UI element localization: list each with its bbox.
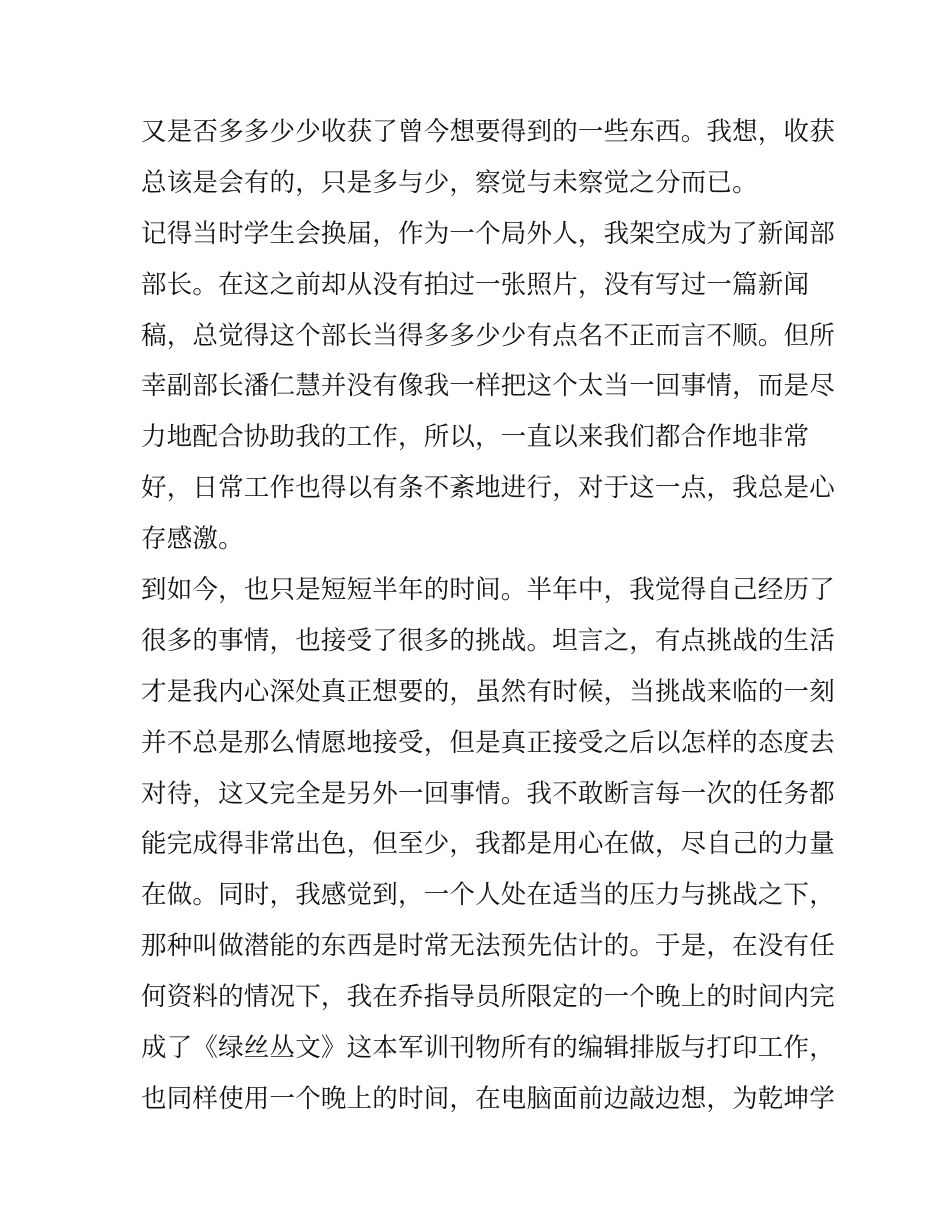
text-line: 总该是会有的，只是多与少，察觉与未察觉之分而已。 [141, 167, 758, 198]
text-line: 在做。同时，我感觉到，一个人处在适当的压力与挑战之下， [141, 880, 835, 911]
text-line: 好，日常工作也得以有条不紊地进行，对于这一点，我总是心 [141, 473, 835, 504]
text-line: 稿，总觉得这个部长当得多多少少有点名不正而言不顺。但所 [141, 320, 835, 351]
text-line: 存感激。 [141, 524, 244, 555]
text-line: 记得当时学生会换届，作为一个局外人，我架空成为了新闻部 [141, 218, 835, 249]
text-line: 幸副部长潘仁慧并没有像我一样把这个太当一回事情，而是尽 [141, 371, 835, 402]
text-line: 何资料的情况下，我在乔指导员所限定的一个晚上的时间内完 [141, 982, 835, 1013]
text-line: 能完成得非常出色，但至少，我都是用心在做，尽自己的力量 [141, 829, 835, 860]
text-line: 才是我内心深处真正想要的，虽然有时候，当挑战来临的一刻 [141, 676, 835, 707]
body-text [141, 107, 835, 1125]
text-line: 也同样使用一个晚上的时间，在电脑面前边敲边想，为乾坤学 [141, 1083, 835, 1114]
text-line: 又是否多多少少收获了曾今想要得到的一些东西。我想，收获 [141, 117, 835, 147]
text-line: 到如今，也只是短短半年的时间。半年中，我觉得自己经历了 [141, 575, 835, 606]
text-line: 很多的事情，也接受了很多的挑战。坦言之，有点挑战的生活 [141, 625, 835, 656]
text-line: 部长。在这之前却从没有拍过一张照片，没有写过一篇新闻 [141, 269, 810, 300]
text-line: 并不总是那么情愿地接受，但是真正接受之后以怎样的态度去 [141, 727, 835, 758]
text-line: 成了《绿丝丛文》这本军训刊物所有的编辑排版与打印工作， [141, 1033, 835, 1064]
text-line: 那种叫做潜能的东西是时常无法预先估计的。于是，在没有任 [141, 931, 835, 962]
text-line: 力地配合协助我的工作，所以，一直以来我们都合作地非常 [141, 422, 810, 453]
text-line: 对待，这又完全是另外一回事情。我不敢断言每一次的任务都 [141, 778, 835, 809]
